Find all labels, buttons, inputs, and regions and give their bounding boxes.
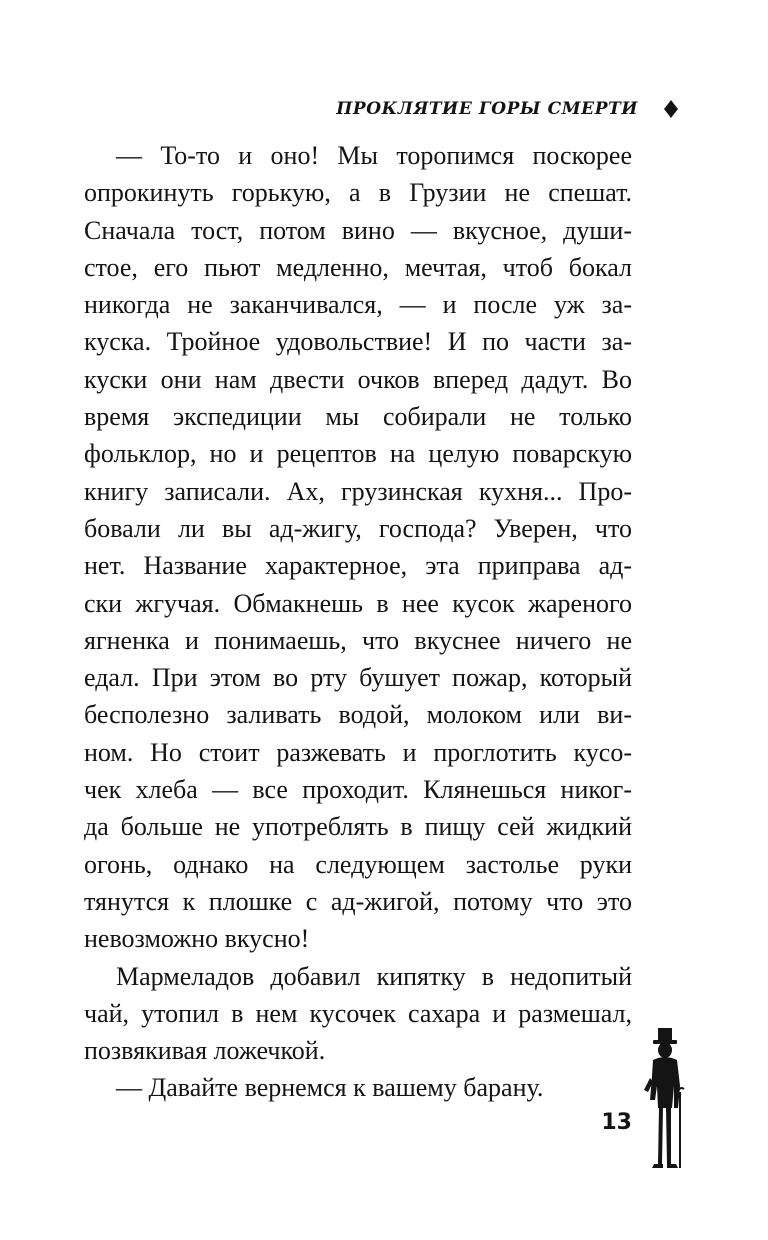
running-title: ПРОКЛЯТИЕ ГОРЫ СМЕРТИ [336, 99, 638, 119]
text-line: фольклор, но и рецептов на целую поварскую [84, 439, 632, 469]
diamond-ornament-icon [652, 99, 690, 119]
text-line: ном. Но стоит разжевать и проглотить кусо- [84, 737, 632, 767]
text-line: — Давайте вернемся к вашему барану. [116, 1073, 544, 1103]
body-text [84, 137, 632, 1107]
text-line: чай, утопил в нем кусочек сахара и размешал, [84, 998, 632, 1028]
text-line: ягненка и понимаешь, что вкуснее ничего не [84, 625, 632, 655]
running-header [300, 92, 690, 126]
text-line: невозможно вкусно! [84, 924, 310, 954]
text-line: огонь, однако на следующем застолье руки [84, 849, 632, 879]
text-line: книгу записали. Ах, грузинская кухня... Про- [84, 476, 632, 506]
text-line: Сначала тост, потом вино — вкусное, души- [84, 215, 632, 245]
text-line: едал. При этом во рту бушует пожар, который [84, 663, 632, 693]
text-line: никогда не заканчивался, — и после уж за- [84, 290, 632, 320]
text-line: чек хлеба — все проходит. Клянешься никог- [84, 775, 632, 805]
page-number: 13 [601, 1110, 632, 1135]
text-line: ски жгучая. Обмакнешь в нее кусок жареного [84, 588, 632, 618]
text-line: Мармеладов добавил кипятку в недопитый [116, 961, 632, 991]
text-line: да больше не употреблять в пищу сей жидкий [84, 812, 632, 842]
text-line: нет. Название характерное, эта приправа ад- [84, 551, 632, 581]
paragraph [84, 137, 632, 958]
text-line: — То-то и оно! Мы торопимся поскорее [116, 141, 632, 170]
text-line: куски они нам двести очков вперед дадут. Во [84, 364, 632, 394]
text-line: бовали ли вы ад-жигу, господа? Уверен, что [84, 513, 632, 543]
text-line: позвякивая ложечкой. [84, 1036, 326, 1066]
text-line: тянутся к плошке с ад-жигой, потому что это [84, 886, 632, 916]
text-line: стое, его пьют медленно, мечтая, чтоб бокал [84, 252, 632, 282]
paragraph [84, 958, 632, 1070]
text-line: опрокинуть горькую, а в Грузии не спешат. [84, 178, 632, 208]
paragraph [84, 1069, 632, 1106]
text-line: время экспедиции мы собирали не только [84, 402, 632, 432]
text-line: куска. Тройное удовольствие! И по части за- [84, 327, 632, 357]
text-line: бесполезно заливать водой, молоком или ви- [84, 700, 632, 730]
gentleman-silhouette-icon [638, 1026, 690, 1174]
